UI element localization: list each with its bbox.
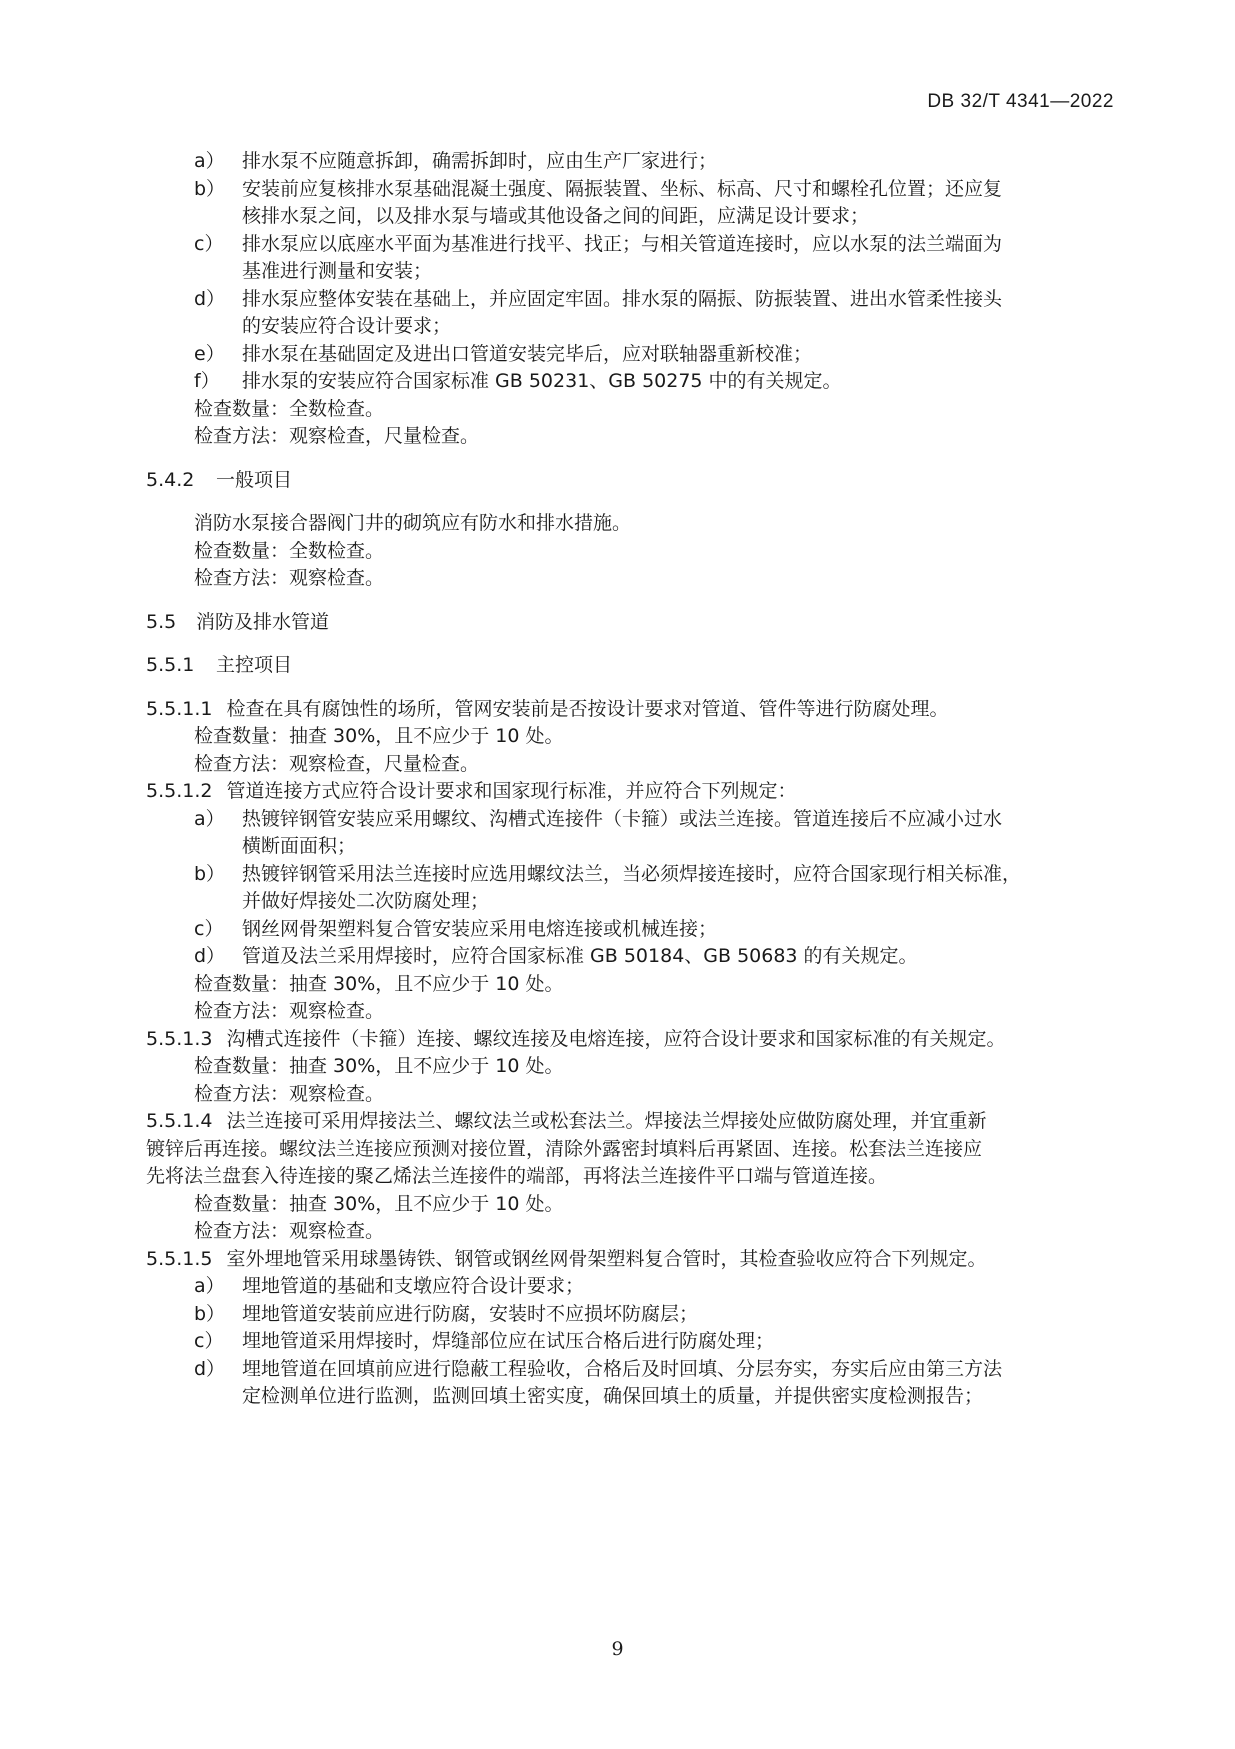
list-marker: e） xyxy=(194,342,225,365)
clause-5-5-1-1 xyxy=(146,696,1114,724)
list-text-continued: 基准进行测量和安装； xyxy=(242,260,433,282)
pump-installation-list xyxy=(146,148,1114,451)
inspection-quantity: 检查数量：全数检查。 xyxy=(194,539,385,562)
clause-number: 5.5.1.1 xyxy=(146,697,213,720)
list-item xyxy=(146,148,1114,176)
list-text-continued: 横断面面积； xyxy=(242,835,357,857)
list-text: 热镀锌钢管采用法兰连接时应选用螺纹法兰，当必须焊接连接时，应符合国家现行相关标准， xyxy=(242,862,1022,885)
list-marker: c） xyxy=(194,232,224,255)
list-marker: b） xyxy=(194,862,226,885)
clause-text: 管道连接方式应符合设计要求和国家现行标准，并应符合下列规定： xyxy=(226,780,797,802)
list-text-continued: 并做好焊接处二次防腐处理； xyxy=(242,890,490,912)
list-item xyxy=(146,368,1114,396)
list-text-continued: 定检测单位进行监测，监测回填土密实度，确保回填土的质量，并提供密实度检测报告； xyxy=(242,1385,984,1407)
section-number: 5.4.2 xyxy=(146,468,195,491)
list-item xyxy=(146,1301,1114,1329)
list-marker: d） xyxy=(194,1357,226,1380)
section-heading-5-5 xyxy=(146,609,1114,637)
inspection-method: 检查方法：观察检查，尺量检查。 xyxy=(194,752,480,775)
inspection-method: 检查方法：观察检查。 xyxy=(194,1082,385,1105)
list-marker: a） xyxy=(194,150,225,172)
inspection-quantity: 检查数量：抽查 30%，且不应少于 10 处。 xyxy=(194,1192,564,1215)
list-text: 热镀锌钢管安装应采用螺纹、沟槽式连接件（卡箍）或法兰连接。管道连接后不应减小过水 xyxy=(242,807,1003,830)
section-heading-5-5-1 xyxy=(146,652,1114,680)
clause-5-5-1-3 xyxy=(146,1026,1114,1054)
list-item xyxy=(146,176,1114,204)
list-item xyxy=(146,286,1114,314)
clause-5-5-1-4 xyxy=(146,1108,1114,1136)
list-marker: b） xyxy=(194,177,226,200)
list-marker: c） xyxy=(194,1330,224,1352)
document-body xyxy=(146,148,1114,1411)
clause-text: 沟槽式连接件（卡箍）连接、螺纹连接及电熔连接，应符合设计要求和国家标准的有关规定。 xyxy=(226,1027,1006,1050)
list-text-continued: 核排水泵之间，以及排水泵与墙或其他设备之间的间距，应满足设计要求； xyxy=(242,205,870,227)
list-marker: a） xyxy=(194,807,225,830)
clause-5-5-1-2 xyxy=(146,778,1114,806)
list-item xyxy=(146,916,1114,944)
list-item xyxy=(146,1356,1114,1384)
section-heading-5-4-2 xyxy=(146,467,1114,495)
inspection-method: 检查方法：观察检查。 xyxy=(194,1220,385,1242)
inspection-quantity: 检查数量：全数检查。 xyxy=(194,397,385,420)
list-item xyxy=(146,861,1114,889)
inspection-method: 检查方法：观察检查，尺量检查。 xyxy=(194,425,480,447)
standard-code: DB 32/T 4341—2022 xyxy=(927,91,1114,112)
section-number: 5.5.1 xyxy=(146,654,195,676)
list-item xyxy=(146,1273,1114,1301)
list-item xyxy=(146,231,1114,259)
inspection-method: 检查方法：观察检查。 xyxy=(194,1000,385,1022)
list-text: 排水泵不应随意拆卸，确需拆卸时，应由生产厂家进行； xyxy=(242,150,718,172)
list-text: 安装前应复核排水泵基础混凝土强度、隔振装置、坐标、标高、尺寸和螺栓孔位置；还应复 xyxy=(242,177,1003,200)
list-text: 排水泵在基础固定及进出口管道安装完毕后，应对联轴器重新校准； xyxy=(242,342,813,365)
list-item xyxy=(146,341,1114,369)
clause-text: 法兰连接可采用焊接法兰、螺纹法兰或松套法兰。焊接法兰焊接处应做防腐处理，并宜重新 xyxy=(226,1110,987,1132)
inspection-quantity: 检查数量：抽查 30%，且不应少于 10 处。 xyxy=(194,1055,564,1077)
inspection-quantity: 检查数量：抽查 30%，且不应少于 10 处。 xyxy=(194,725,564,747)
inspection-quantity: 检查数量：抽查 30%，且不应少于 10 处。 xyxy=(194,972,564,995)
list-text: 排水泵应以底座水平面为基准进行找平、找正；与相关管道连接时，应以水泵的法兰端面为 xyxy=(242,232,1003,255)
list-marker: d） xyxy=(194,945,226,967)
clause-text: 室外埋地管采用球墨铸铁、钢管或钢丝网骨架塑料复合管时，其检查验收应符合下列规定。 xyxy=(226,1247,987,1270)
paragraph: 消防水泵接合器阀门井的砌筑应有防水和排水措施。 xyxy=(194,512,632,534)
list-text-continued: 的安装应符合设计要求； xyxy=(242,315,452,337)
clause-number: 5.5.1.5 xyxy=(146,1247,213,1270)
section-title: 一般项目 xyxy=(216,468,293,491)
clause-number: 5.5.1.4 xyxy=(146,1110,213,1132)
list-item xyxy=(146,1328,1114,1356)
list-marker: a） xyxy=(194,1275,225,1297)
clause-text-continued: 镀锌后再连接。螺纹法兰连接应预测对接位置，清除外露密封填料后再紧固、连接。松套法兰连接应 xyxy=(146,1137,983,1160)
list-marker: c） xyxy=(194,917,224,940)
page-number: 9 xyxy=(611,1638,624,1660)
clause-number: 5.5.1.2 xyxy=(146,780,213,802)
section-number: 5.5 xyxy=(146,610,177,633)
clause-text-continued: 先将法兰盘套入待连接的聚乙烯法兰连接件的端部，再将法兰连接件平口端与管道连接。 xyxy=(146,1165,888,1187)
list-text: 埋地管道的基础和支墩应符合设计要求； xyxy=(242,1275,585,1297)
list-item xyxy=(146,943,1114,971)
section-title: 消防及排水管道 xyxy=(196,610,330,633)
list-marker: b） xyxy=(194,1302,226,1325)
list-text: 排水泵应整体安装在基础上，并应固定牢固。排水泵的隔振、防振装置、进出水管柔性接头 xyxy=(242,287,1003,310)
list-item xyxy=(146,806,1114,834)
clause-number: 5.5.1.3 xyxy=(146,1027,213,1050)
list-marker: f） xyxy=(194,370,220,392)
clause-5-5-1-5 xyxy=(146,1246,1114,1274)
list-text: 钢丝网骨架塑料复合管安装应采用电熔连接或机械连接； xyxy=(242,917,718,940)
section-title: 主控项目 xyxy=(216,654,293,676)
list-text: 埋地管道在回填前应进行隐蔽工程验收，合格后及时回填、分层夯实，夯实后应由第三方法 xyxy=(242,1357,1003,1380)
list-marker: d） xyxy=(194,287,226,310)
clause-text: 检查在具有腐蚀性的场所，管网安装前是否按设计要求对管道、管件等进行防腐处理。 xyxy=(226,697,949,720)
list-text: 排水泵的安装应符合国家标准 GB 50231、GB 50275 中的有关规定。 xyxy=(242,370,842,392)
list-text: 埋地管道采用焊接时，焊缝部位应在试压合格后进行防腐处理； xyxy=(242,1330,775,1352)
list-text: 埋地管道安装前应进行防腐，安装时不应损坏防腐层； xyxy=(242,1302,699,1325)
list-text: 管道及法兰采用焊接时，应符合国家标准 GB 50184、GB 50683 的有关规定。 xyxy=(242,945,918,967)
inspection-method: 检查方法：观察检查。 xyxy=(194,567,385,589)
